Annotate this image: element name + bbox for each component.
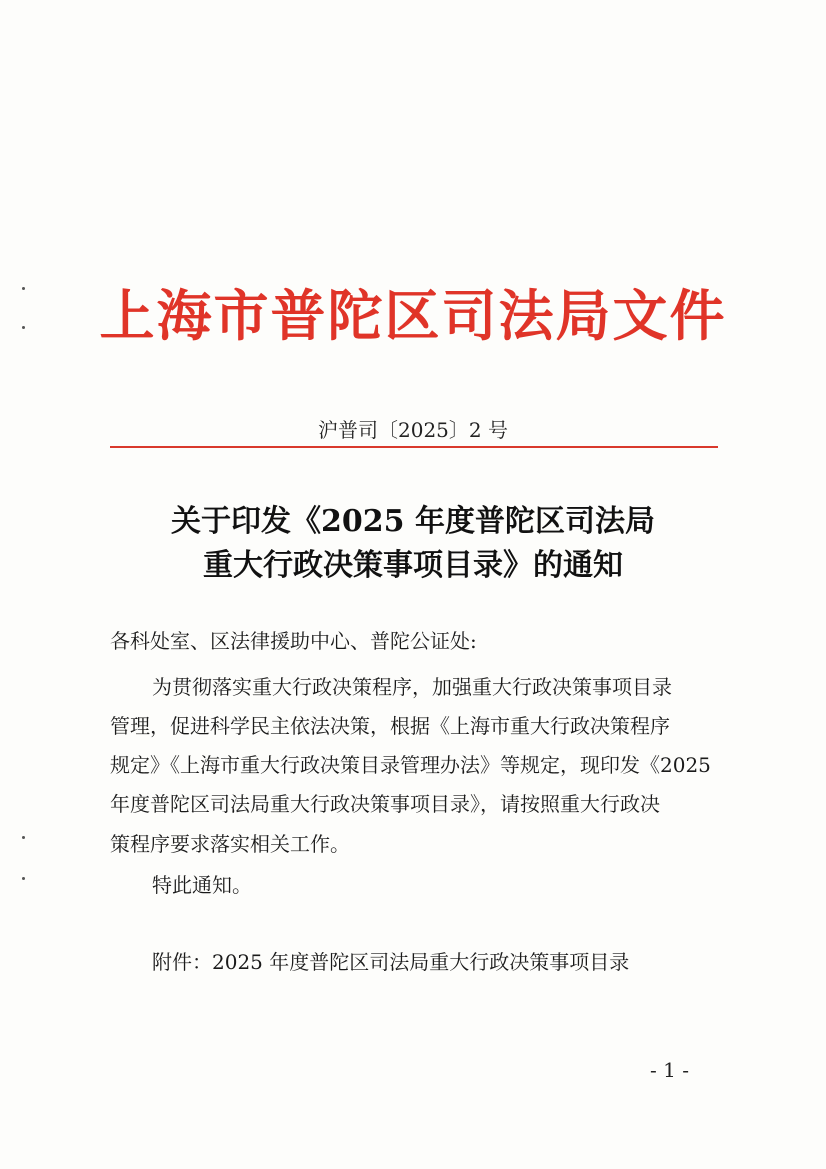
notice-title [0, 500, 826, 588]
paragraph-line: 规定》《上海市重大行政决策目录管理办法》等规定，现印发《2025 [110, 753, 711, 777]
red-divider-line [110, 446, 718, 448]
paragraph-line: 管理，促进科学民主依法决策，根据《上海市重大行政决策程序 [110, 714, 670, 738]
notice-title-line-2: 重大行政决策事项目录》的通知 [203, 548, 623, 583]
attachment-line: 附件：2025 年度普陀区司法局重大行政决策事项目录 [152, 950, 630, 974]
document-header-title: 上海市普陀区司法局文件 [99, 283, 727, 348]
notice-title-line-1: 关于印发《2025 年度普陀区司法局 [171, 504, 655, 539]
paragraph-line: 为贯彻落实重大行政决策程序，加强重大行政决策事项目录 [152, 675, 672, 699]
page-number: - 1 - [650, 1058, 689, 1082]
closing-text: 特此通知。 [152, 873, 252, 897]
margin-mark [22, 877, 25, 880]
addressee: 各科处室、区法律援助中心、普陀公证处: [110, 629, 477, 653]
document-number: 沪普司〔2025〕2 号 [318, 418, 508, 442]
paragraph-line: 年度普陀区司法局重大行政决策事项目录》，请按照重大行政决 [110, 792, 660, 816]
margin-mark [22, 836, 25, 839]
paragraph-line: 策程序要求落实相关工作。 [110, 832, 350, 856]
